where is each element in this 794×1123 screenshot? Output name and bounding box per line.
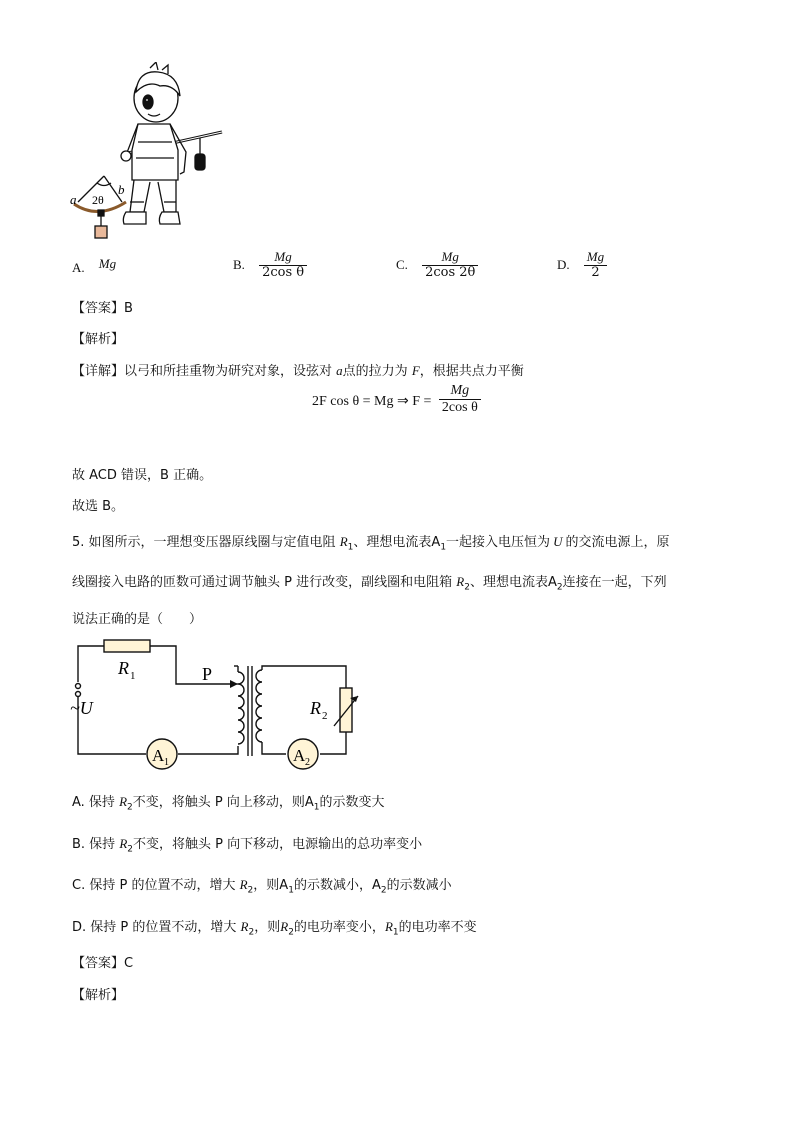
frac-den: 2cos θ (262, 264, 305, 280)
q5-text: 如图所示，一理想变压器原线圈与定值电阻 (88, 535, 336, 550)
option-text: B. 保持 (72, 837, 116, 852)
var-a: a (336, 363, 343, 378)
option-text: D. 保持 P 的位置不动，增大 (72, 920, 237, 935)
var-R: R (119, 794, 128, 809)
sub: 2 (127, 802, 133, 813)
var-A: A (304, 795, 314, 810)
var-R: R (240, 919, 249, 934)
q4-answer (72, 297, 133, 316)
detail-tag: 【详解】 (72, 364, 125, 379)
q5-answer (72, 952, 133, 971)
q5-option-a[interactable] (72, 791, 385, 813)
frac-num: Mg (259, 250, 307, 266)
q5-text: 线圈接入电路的匝数可通过调节触头 P 进行改变，副线圈和电阻箱 (72, 575, 453, 590)
var-R: R (119, 836, 128, 851)
transformer-circuit (66, 636, 366, 772)
option-text: 的示数减小， (293, 878, 372, 893)
eq-den: 2cos θ (441, 400, 478, 416)
q5-line-3: 说法正确的是（ ） (72, 612, 203, 627)
var-A: A (431, 535, 441, 550)
label-P: P (202, 664, 213, 684)
var-R: R (384, 919, 393, 934)
sub: 1 (347, 542, 354, 553)
label-A1-sub: 1 (164, 757, 169, 768)
sub: 2 (556, 582, 563, 593)
sub: 2 (127, 844, 134, 855)
answer-tag: 【答案】 (72, 301, 125, 316)
answer-value: C (124, 956, 134, 971)
option-text: ，则 (254, 920, 281, 935)
q5-text: 、理想电流表 (353, 535, 432, 550)
label-A2-sub: 2 (305, 757, 310, 768)
sub: 2 (288, 927, 294, 938)
frac-den: 2cos 2θ (425, 264, 476, 280)
var-F: F (411, 363, 420, 378)
sub: 2 (247, 885, 254, 896)
q5-option-b[interactable] (72, 833, 422, 855)
frac-num: Mg (422, 250, 478, 266)
q5-line-2 (72, 571, 667, 593)
option-text: ，则 (253, 878, 280, 893)
var-A: A (371, 878, 381, 893)
frac-num: Mg (584, 250, 607, 266)
var-R: R (280, 919, 289, 934)
option-letter: A. (72, 260, 85, 275)
detail-text2: 点的拉力为 (342, 364, 408, 379)
sub: 1 (392, 927, 399, 938)
option-letter: C. (396, 256, 408, 272)
q5-analysis-tag: 【解析】 (72, 988, 125, 1003)
sub: 1 (440, 542, 447, 553)
q4-detail (72, 360, 524, 379)
var-A: A (279, 878, 289, 893)
boy-bow-figure (68, 62, 228, 246)
var-R: R (239, 877, 248, 892)
q5-option-d[interactable] (72, 916, 477, 938)
var-R: R (456, 574, 465, 589)
sub: 2 (464, 582, 470, 593)
q5-text: 、理想电流表 (469, 575, 548, 590)
q5-text: 的交流电源上，原 (565, 535, 670, 550)
option-text: 的电功率不变 (398, 920, 477, 935)
q5-number: 5. (72, 535, 85, 550)
var-U: U (553, 534, 563, 549)
option-text: A. 保持 (72, 795, 115, 810)
q4-conclusion-1: 故 ACD 错误，B 正确。 (72, 468, 213, 483)
q4-option-b[interactable] (233, 250, 307, 281)
frac-den: 2 (591, 264, 600, 280)
option-expr: Mg (98, 256, 117, 271)
option-text: C. 保持 P 的位置不动，增大 (72, 878, 236, 893)
option-text: 的示数变大 (319, 795, 385, 810)
q5-text: 一起接入电压恒为 (446, 535, 551, 550)
var-R: R (339, 534, 348, 549)
label-angle: 2θ (92, 193, 104, 207)
q5-option-c[interactable] (72, 874, 452, 896)
q4-equation (312, 383, 481, 416)
eq-left: 2F cos θ = Mg ⇒ F = (312, 393, 432, 409)
option-text: 不变，将触头 P 向上移动，则 (132, 795, 305, 810)
q5-line-1 (72, 531, 669, 553)
sub: 1 (288, 885, 294, 896)
answer-value: B (124, 301, 133, 316)
label-b: b (118, 182, 125, 197)
var-A: A (547, 575, 557, 590)
label-A1: A (152, 746, 165, 765)
q4-analysis-tag: 【解析】 (72, 332, 125, 347)
q4-option-d[interactable] (557, 250, 607, 281)
detail-text1: 以弓和所挂重物为研究对象，设弦对 (124, 364, 333, 379)
sub: 2 (380, 885, 387, 896)
answer-tag: 【答案】 (72, 956, 125, 971)
label-a: a (70, 192, 77, 207)
detail-text3: ，根据共点力平衡 (419, 364, 524, 379)
label-R1-sub: 1 (130, 670, 136, 682)
eq-num: Mg (439, 383, 481, 400)
label-R1: R (118, 658, 129, 678)
sub: 1 (313, 802, 320, 813)
option-text: 的示数减小 (386, 878, 452, 893)
q4-option-a[interactable] (72, 256, 117, 276)
label-source: ~U (70, 698, 93, 718)
q4-option-c[interactable] (396, 250, 478, 281)
q5-text: 连接在一起，下列 (562, 575, 667, 590)
q4-conclusion-2: 故选 B。 (72, 499, 125, 514)
label-R2-sub: 2 (322, 710, 328, 722)
label-A2: A (293, 746, 306, 765)
option-text: 的电功率变小， (293, 920, 385, 935)
label-R2: R (310, 698, 321, 718)
option-letter: B. (233, 256, 245, 272)
option-text: 不变，将触头 P 向下移动，电源输出的总功率变小 (133, 837, 423, 852)
option-letter: D. (557, 256, 570, 272)
sub: 2 (248, 927, 255, 938)
